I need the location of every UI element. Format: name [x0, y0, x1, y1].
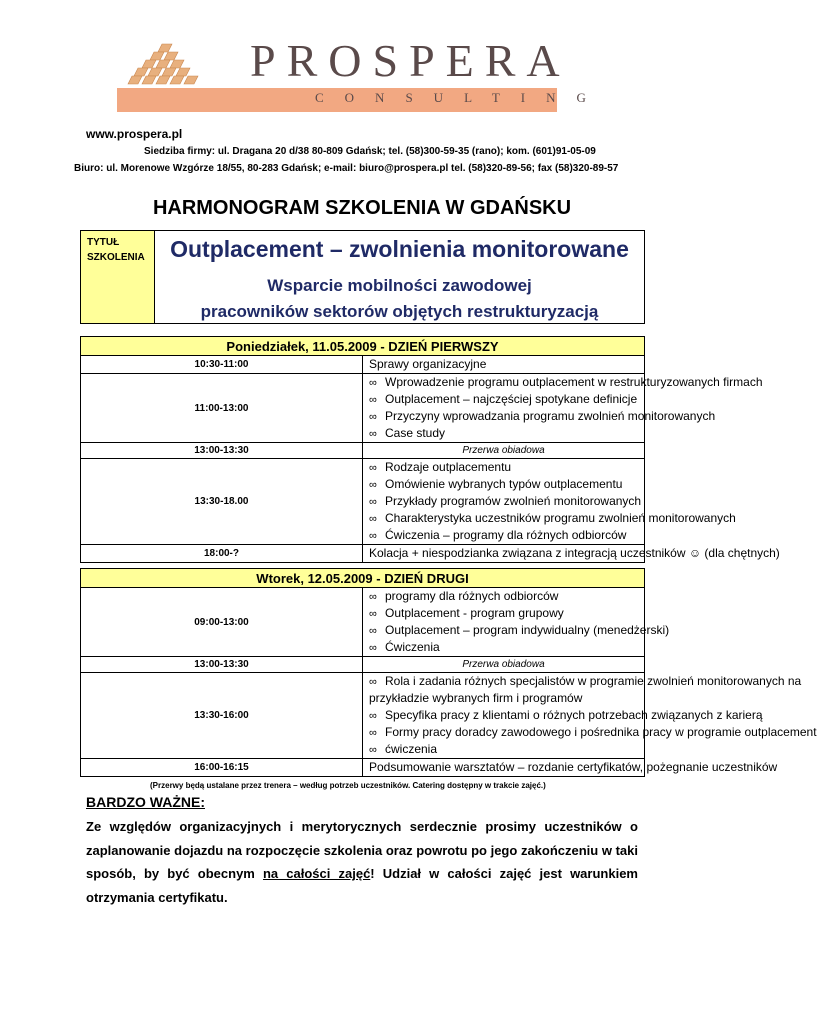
list-item: ∞ Outplacement - program grupowy — [369, 605, 644, 622]
infinity-bullet-icon: ∞ — [369, 462, 377, 474]
infinity-bullet-icon: ∞ — [369, 676, 377, 688]
table-row — [81, 759, 645, 777]
time-cell: 16:00-16:15 — [81, 759, 363, 777]
time-cell: 18:00-? — [81, 545, 363, 563]
list-item: ∞ Outplacement – najczęściej spotykane definicje — [369, 391, 644, 408]
list-item: ∞ Case study — [369, 425, 644, 442]
list-item: ∞ programy dla różnych odbiorców — [369, 588, 644, 605]
agenda-item: Kolacja + niespodzianka związana z integracją uczestników ☺ (dla chętnych) — [369, 546, 780, 560]
training-title-box — [80, 230, 645, 324]
list-item: ∞ Rodzaje outplacementu — [369, 459, 644, 476]
headquarters-address: Siedziba firmy: ul. Dragana 20 d/38 80-809 Gdańsk; tel. (58)300-59-35 (rano); kom. (601)91-05-09 — [144, 146, 596, 157]
time-cell: 13:30-16:00 — [81, 673, 363, 759]
table-row — [81, 673, 645, 759]
day-header: Poniedziałek, 11.05.2009 - DZIEŃ PIERWSZY — [81, 337, 645, 356]
schedule-note: (Przerwy będą ustalane przez trenera – według potrzeb uczestników. Catering dostępny w trakcie zajęć.) — [150, 781, 546, 790]
infinity-bullet-icon: ∞ — [369, 591, 377, 603]
time-cell: 13:00-13:30 — [81, 443, 363, 459]
subtitle-line: pracowników sektorów objętych restrukturyzacją — [200, 302, 599, 321]
lunch-break: Przerwa obiadowa — [363, 657, 645, 673]
table-row — [81, 588, 645, 657]
office-address: Biuro: ul. Morenowe Wzgórze 18/55, 80-283 Gdańsk; e-mail: biuro@prospera.pl tel. (58)320-89-56; fax (58)320-89-57 — [74, 163, 619, 174]
day-header: Wtorek, 12.05.2009 - DZIEŃ DRUGI — [81, 569, 645, 588]
infinity-bullet-icon: ∞ — [369, 513, 377, 525]
table-row — [81, 356, 645, 374]
time-cell: 09:00-13:00 — [81, 588, 363, 657]
table-row — [81, 459, 645, 545]
logo-subtitle: CONSULTING — [315, 90, 607, 105]
infinity-bullet-icon: ∞ — [369, 377, 377, 389]
agenda-item: Sprawy organizacyjne — [369, 357, 487, 371]
training-title: Outplacement – zwolnienia monitorowane — [170, 236, 629, 262]
table-row — [81, 657, 645, 673]
time-cell: 13:30-18.00 — [81, 459, 363, 545]
table-row — [81, 545, 645, 563]
table-row — [81, 374, 645, 443]
list-item: ∞ Outplacement – program indywidualny (menedżerski) — [369, 622, 644, 639]
list-item: ∞ Przykłady programów zwolnień monitorowanych — [369, 493, 644, 510]
infinity-bullet-icon: ∞ — [369, 642, 377, 654]
logo-name: PROSPERA — [250, 35, 571, 86]
important-heading: BARDZO WAŻNE: — [86, 794, 205, 810]
training-subtitle — [155, 273, 644, 325]
page-title: HARMONOGRAM SZKOLENIA W GDAŃSKU — [152, 197, 572, 219]
infinity-bullet-icon: ∞ — [369, 530, 377, 542]
list-item: ∞ Charakterystyka uczestników programu zwolnień monitorowanych — [369, 510, 644, 527]
list-item: ∞ Omówienie wybranych typów outplacementu — [369, 476, 644, 493]
list-item: ∞ Ćwiczenia – programy dla różnych odbiorców — [369, 527, 644, 544]
infinity-bullet-icon: ∞ — [369, 744, 377, 756]
infinity-bullet-icon: ∞ — [369, 608, 377, 620]
schedule-day-2 — [80, 568, 817, 777]
infinity-bullet-icon: ∞ — [369, 411, 377, 423]
label-line: TYTUŁ — [87, 237, 120, 248]
list-item: ∞ Wprowadzenie programu outplacement w restrukturyzowanych firmach — [369, 374, 644, 391]
infinity-bullet-icon: ∞ — [369, 727, 377, 739]
agenda-item: Podsumowanie warsztatów – rozdanie certyfikatów, pożegnanie uczestników — [369, 760, 778, 774]
lunch-break: Przerwa obiadowa — [363, 443, 645, 459]
time-cell: 11:00-13:00 — [81, 374, 363, 443]
emphasis-underline: na całości zajęć — [262, 866, 371, 881]
subtitle-line: Wsparcie mobilności zawodowej — [267, 276, 532, 295]
infinity-bullet-icon: ∞ — [369, 496, 377, 508]
important-text: Ze względów organizacyjnych i merytorycznych serdecznie prosimy uczestników o zaplanowanie dojazdu na rozpoczęcie szkolenia oraz powrotu po jego zakończeniu w taki sposób, by być obecnym na całości zajęć! Udział w całości zajęć jest warunkiem otrzymania certyfikatu. — [86, 819, 638, 905]
list-item: ∞ Przyczyny wprowadzania programu zwolnień monitorowanych — [369, 408, 644, 425]
list-item-continuation: przykładzie wybranych firm i programów — [369, 691, 583, 705]
website-link[interactable]: www.prospera.pl — [86, 127, 183, 141]
table-row — [81, 443, 645, 459]
list-item: ∞ Rola i zadania różnych specjalistów w programie zwolnień monitorowanych na — [369, 673, 644, 690]
infinity-bullet-icon: ∞ — [369, 625, 377, 637]
training-title-label — [81, 231, 155, 323]
list-item: ∞ Specyfika pracy z klientami o różnych potrzebach związanych z karierą — [369, 707, 644, 724]
list-item: ∞ ćwiczenia — [369, 741, 644, 758]
infinity-bullet-icon: ∞ — [369, 479, 377, 491]
list-item: ∞ Formy pracy doradcy zawodowego i pośrednika pracy w programie outplacement — [369, 724, 644, 741]
list-item: ∞ Ćwiczenia — [369, 639, 644, 656]
prospera-logo-mark — [128, 42, 208, 86]
time-cell: 13:00-13:30 — [81, 657, 363, 673]
infinity-bullet-icon: ∞ — [369, 710, 377, 722]
schedule-day-1 — [80, 336, 780, 563]
infinity-bullet-icon: ∞ — [369, 428, 377, 440]
infinity-bullet-icon: ∞ — [369, 394, 377, 406]
time-cell: 10:30-11:00 — [81, 356, 363, 374]
label-line: SZKOLENIA — [87, 252, 145, 263]
